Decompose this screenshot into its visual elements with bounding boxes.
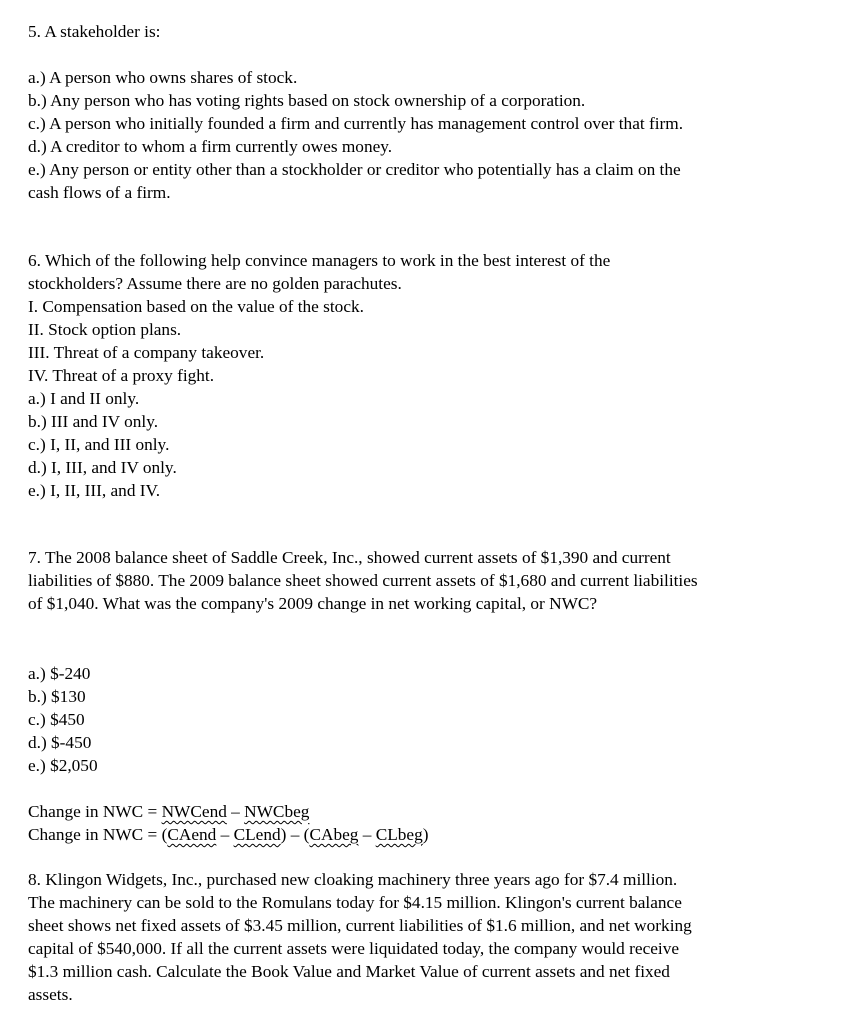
formula-operator: – [226, 802, 245, 821]
question-5-option-d: d.) A creditor to whom a firm currently owes money. [28, 137, 393, 156]
question-5 [28, 20, 683, 204]
spellcheck-term: CLend [233, 825, 281, 844]
spellcheck-term: CLbeg [375, 825, 423, 844]
question-8-line-2: The machinery can be sold to the Romulans today for $4.15 million. Klingon's current balance [28, 893, 682, 912]
nwc-formula-2 [28, 823, 429, 846]
question-5-option-e: e.) Any person or entity other than a stockholder or creditor who potentially has a claim on the [28, 160, 681, 179]
question-7-option-e: e.) $2,050 [28, 756, 98, 775]
nwc-formulas [28, 800, 429, 846]
question-6-option-c: c.) I, II, and III only. [28, 435, 170, 454]
spellcheck-term: CAend [167, 825, 217, 844]
question-6-item-iii: III. Threat of a company takeover. [28, 343, 265, 362]
question-6-option-e: e.) I, II, III, and IV. [28, 481, 161, 500]
question-6-option-d: d.) I, III, and IV only. [28, 458, 177, 477]
spellcheck-term: NWCend [161, 802, 227, 821]
question-6-option-a: a.) I and II only. [28, 389, 140, 408]
question-8 [28, 868, 793, 1006]
question-7-option-d: d.) $-450 [28, 733, 92, 752]
question-6-stem-line-2: stockholders? Assume there are no golden parachutes. [28, 274, 402, 293]
question-7-option-a: a.) $-240 [28, 664, 91, 683]
question-5-option-c: c.) A person who initially founded a firm and currently has management control over that firm. [28, 114, 684, 133]
question-6 [28, 249, 610, 502]
question-8-line-3: sheet shows net fixed assets of $3.45 million, current liabilities of $1.6 million, and net working [28, 916, 692, 935]
question-7-option-c: c.) $450 [28, 710, 85, 729]
formula-operator: – [358, 825, 376, 844]
question-6-item-iv: IV. Threat of a proxy fight. [28, 366, 215, 385]
question-8-line-6: assets. [28, 985, 73, 1004]
formula-suffix: ) [422, 825, 429, 844]
question-5-option-e-continued: cash flows of a firm. [28, 183, 171, 202]
question-7-stem-line-1: 7. The 2008 balance sheet of Saddle Creek, Inc., showed current assets of $1,390 and current [28, 548, 671, 567]
formula-prefix: Change in NWC = [28, 802, 162, 821]
spellcheck-term: CAbeg [309, 825, 359, 844]
spellcheck-term: NWCbeg [244, 802, 310, 821]
formula-operator: – [216, 825, 234, 844]
question-8-line-4: capital of $540,000. If all the current assets were liquidated today, the company would receive [28, 939, 680, 958]
question-6-option-b: b.) III and IV only. [28, 412, 159, 431]
nwc-formula-1 [28, 800, 429, 823]
question-7-stem-line-2: liabilities of $880. The 2009 balance sheet showed current assets of $1,680 and current liabilities [28, 571, 698, 590]
question-7 [28, 546, 698, 615]
question-5-stem: 5. A stakeholder is: [28, 22, 161, 41]
question-6-item-ii: II. Stock option plans. [28, 320, 182, 339]
question-5-option-a: a.) A person who owns shares of stock. [28, 68, 298, 87]
formula-operator: ) – ( [280, 825, 310, 844]
question-6-item-i: I. Compensation based on the value of the stock. [28, 297, 364, 316]
question-7-options [28, 662, 98, 777]
spacer [28, 43, 683, 66]
question-7-option-b: b.) $130 [28, 687, 86, 706]
question-6-stem-line-1: 6. Which of the following help convince managers to work in the best interest of the [28, 251, 611, 270]
question-5-option-b: b.) Any person who has voting rights based on stock ownership of a corporation. [28, 91, 586, 110]
formula-prefix: Change in NWC = ( [28, 825, 168, 844]
question-8-line-5: $1.3 million cash. Calculate the Book Value and Market Value of current assets and net fixed [28, 962, 670, 981]
question-7-stem-line-3: of $1,040. What was the company's 2009 change in net working capital, or NWC? [28, 594, 598, 613]
question-8-line-1: 8. Klingon Widgets, Inc., purchased new cloaking machinery three years ago for $7.4 million. [28, 870, 678, 889]
